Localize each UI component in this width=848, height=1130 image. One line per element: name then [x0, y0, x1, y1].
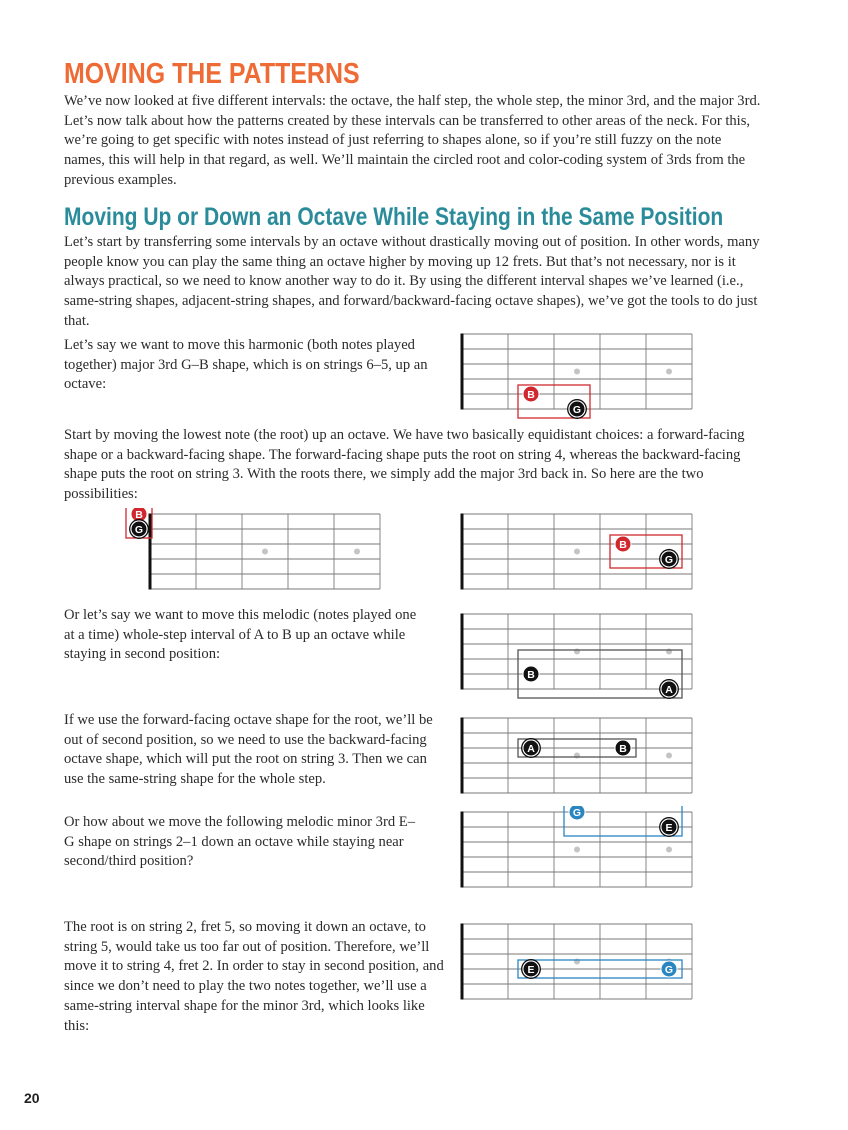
fretboard-diagram-e-g-minor3rd [452, 806, 702, 902]
note-label: G [664, 554, 674, 566]
note-label: B [135, 509, 143, 521]
fretboard-diagram-e-g-same-string [452, 918, 702, 1014]
note-marker [523, 386, 539, 402]
note-label: G [664, 964, 674, 976]
note-marker [660, 818, 679, 837]
note-marker [522, 960, 541, 979]
page-title: MOVING THE PATTERNS [64, 58, 360, 90]
note-label: G [134, 524, 144, 536]
note-label: B [619, 539, 627, 551]
paragraph-backward-octave: If we use the forward-facing octave shape for the root, we’ll be out of second position, so we need to use the backward-facing octave shape, which will put the root on string 3. Then we can use the same-string shape for the whole step. [64, 712, 433, 788]
fret-marker-inlay [666, 753, 672, 759]
fret-marker-inlay [666, 369, 672, 375]
paragraph-minor3rd-example: Or how about we move the following melodic minor 3rd E–G shape on strings 2–1 down an octave while staying near second/third position? [64, 814, 415, 870]
page-number: 20 [24, 1090, 40, 1106]
note-label: G [572, 404, 582, 416]
note-label: B [527, 389, 535, 401]
note-marker [615, 740, 631, 756]
note-marker [130, 520, 149, 539]
note-marker [660, 550, 679, 569]
fret-marker-inlay [574, 369, 580, 375]
note-label: B [527, 669, 535, 681]
note-marker [661, 961, 677, 977]
note-marker [523, 666, 539, 682]
note-marker [615, 536, 631, 552]
note-marker [522, 739, 541, 758]
fretboard-diagram-g-b-major3rd [452, 328, 702, 424]
intro-paragraph: We’ve now looked at five different intervals: the octave, the half step, the whole step, the minor 3rd, and the major 3rd. Let’s now talk about how the patterns created by these intervals can be transferred to other areas of the neck. For this, we’re going to get specific with notes instead of just referring to shapes alone, so if you’re still fuzzy on the note names, this will help in that regard, as well. We’ll maintain the circled root and color-coding system of 3rds from the previous examples. [64, 93, 761, 188]
paragraph-two-choices: Start by moving the lowest note (the root) up an octave. We have two basically equidistant choices: a forward-facing shape or a backward-facing shape. The forward-facing shape puts the root on string 4, whereas the backward-facing shape puts the root on string 3. With the roots there, we simply add the major 3rd back in. So here are the two possibilities: [64, 427, 745, 503]
fret-marker-inlay [666, 847, 672, 853]
note-label: A [527, 743, 535, 755]
fretboard-diagram-forward-facing [120, 508, 390, 604]
fretboard-diagram-a-b-whole-step [452, 608, 702, 704]
fret-marker-inlay [574, 549, 580, 555]
paragraph-minor3rd-same-string: The root is on string 2, fret 5, so moving it down an octave, to string 5, would take us too far out of position. Therefore, we’ll move it to string 4, fret 2. In order to stay in second position, and since we don’t need to play the two notes together, we’ll use a same-string interval shape for the minor 3rd, which looks like this: [64, 919, 444, 1034]
note-label: E [665, 822, 673, 834]
fretboard-diagram-a-b-string-3 [452, 712, 702, 808]
note-marker [569, 806, 585, 820]
fret-marker-inlay [262, 549, 268, 555]
note-label: E [527, 964, 535, 976]
note-label: G [572, 807, 582, 819]
note-label: A [665, 684, 673, 696]
paragraph-major3rd-example: Let’s say we want to move this harmonic (both notes played together) major 3rd G–B shape, which is on strings 6–5, up an octave: [64, 337, 428, 393]
paragraph-whole-step-example: Or let’s say we want to move this melodic (notes played one at a time) whole-step interval of A to B up an octave while staying in second position: [64, 607, 417, 663]
fret-marker-inlay [574, 847, 580, 853]
note-marker [660, 680, 679, 699]
fretboard-diagram-backward-facing [452, 508, 702, 604]
paragraph-transfer-intro: Let’s start by transferring some intervals by an octave without drastically moving out of position. In other words, many people know you can play the same thing an octave higher by moving up 12 frets. But that’s not necessary, nor is it always practical, so we need to know another way to do it. By using the different interval shapes we’ve learned (i.e., same-string shapes, adjacent-string shapes, and forward/backward-facing octave shapes), we’ve got the tools to do just that. [64, 234, 760, 329]
section-heading: Moving Up or Down an Octave While Staying in the Same Position [64, 203, 724, 231]
note-label: B [619, 743, 627, 755]
fret-marker-inlay [354, 549, 360, 555]
note-marker [568, 400, 587, 419]
